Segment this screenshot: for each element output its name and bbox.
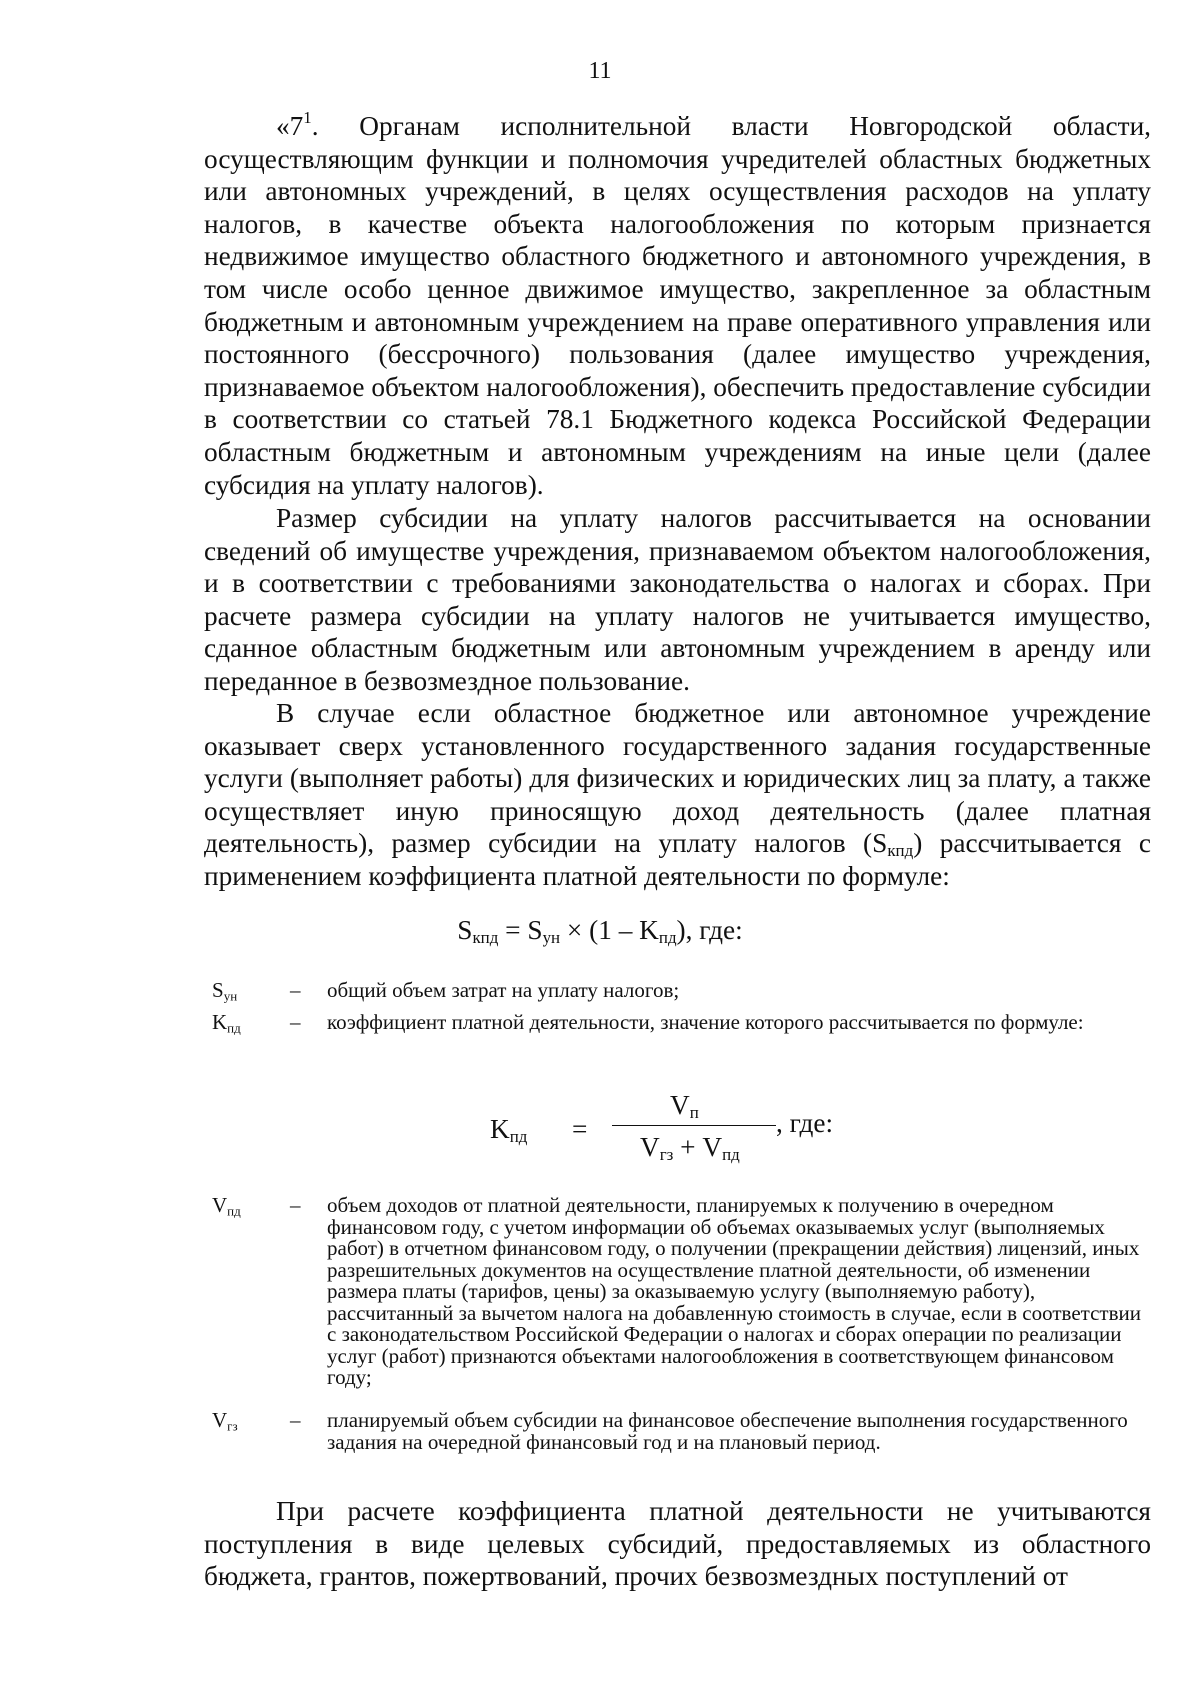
formula-subscript: кпд	[472, 928, 499, 948]
symbol-letter: K	[212, 1010, 228, 1034]
symbol-letter: V	[212, 1193, 228, 1217]
symbol-subscript: пд	[227, 1203, 241, 1219]
formula-lhs	[490, 1114, 527, 1145]
formula-symbol: V	[640, 1132, 660, 1162]
formula-subscript: пд	[509, 1127, 528, 1147]
symbol-subscript: ун	[223, 988, 238, 1004]
formula-symbol: K	[490, 1114, 510, 1144]
symbol-subscript: кпд	[887, 841, 914, 861]
definition-text: планируемый объем субсидии на финансовое обеспечение выполнения государственного задания на очередной финансовый год и на плановый период.	[327, 1408, 1128, 1454]
formula-equals: =	[572, 1114, 588, 1144]
formula-s-kpd	[0, 914, 1200, 946]
definition-symbol	[212, 980, 237, 1002]
symbol-letter: S	[212, 978, 224, 1002]
paragraph-text: При расчете коэффициента платной деятельности не учитываются поступления в виде целевых субсидий, предоставляемых из областного бюджета, грантов, пожертвований, прочих безвозмездных поступлений от	[204, 1496, 1151, 1592]
definition-dash: –	[290, 1408, 301, 1432]
paragraph-coefficient-exclusions	[204, 1495, 1151, 1593]
formula-symbol: S	[457, 915, 473, 945]
paragraph-article-7-1	[204, 110, 1151, 501]
fraction-denominator	[640, 1132, 740, 1163]
definition-dash: –	[290, 1010, 301, 1034]
definition-dash: –	[290, 1193, 301, 1217]
formula-k-pd	[480, 1090, 900, 1180]
paragraph-paid-activity	[204, 697, 1151, 893]
symbol-subscript: пд	[227, 1020, 241, 1036]
paragraph-subsidy-size	[204, 502, 1151, 698]
formula-subscript: ун	[542, 928, 561, 948]
symbol-subscript: гз	[227, 1418, 238, 1434]
definition-text: коэффициент платной деятельности, значение которого рассчитывается по формуле:	[327, 1010, 1084, 1034]
formula-symbol: V	[670, 1090, 690, 1120]
formula-tail: , где:	[776, 1108, 834, 1138]
formula-subscript: пд	[722, 1145, 740, 1165]
definition-dash: –	[290, 978, 301, 1002]
fraction-numerator	[670, 1090, 699, 1121]
formula-subscript: гз	[659, 1145, 674, 1165]
formula-symbol: × (1 – K	[560, 915, 659, 945]
formula-subscript: п	[689, 1103, 699, 1123]
definition-symbol	[212, 1410, 238, 1432]
article-superscript: 1	[303, 108, 312, 128]
formula-symbol: = S	[498, 915, 543, 945]
paragraph-text: ) рассчитывается с применением коэффициента платной деятельности по формуле:	[204, 828, 1151, 891]
symbol-letter: V	[212, 1408, 228, 1432]
definition-symbol	[212, 1195, 241, 1217]
paragraph-text: В случае если областное бюджетное или автономное учреждение оказывает сверх установленного государственного задания государственные услуги (выполняет работы) для физических и юридических лиц за плату, а также осуществляет иную приносящую доход деятельность (далее платная деятельность), размер субсидии на уплату налогов (S	[204, 698, 1151, 859]
formula-symbol: ), где:	[676, 915, 743, 945]
definition-text: общий объем затрат на уплату налогов;	[327, 978, 680, 1002]
paragraph-text: Размер субсидии на уплату налогов рассчитывается на основании сведений об имуществе учреждения, признаваемом объектом налогообложения, и в соответствии с требованиями законодательства о налогах и сборах. При расчете размера субсидии на уплату налогов не учитывается имущество, сданное областным бюджетным или автономным учреждением в аренду или переданное в безвозмездное пользование.	[204, 503, 1151, 696]
article-number: «7	[276, 111, 304, 141]
page-number: 11	[588, 58, 612, 84]
definition-symbol	[212, 1012, 241, 1034]
paragraph-text: . Органам исполнительной власти Новгородской области, осуществляющим функции и полномочия учредителей областных бюджетных или автономных учреждений, в целях осуществления расходов на уплату налогов, в качестве объекта налогообложения по которым признается недвижимое имущество областного бюджетного и автономного учреждения, в том числе особо ценное движимое имущество, закрепленное за областным бюджетным и автономным учреждением на праве оперативного управления или постоянного (бессрочного) пользования (далее имущество учреждения, признаваемое объектом налогообложения), обеспечить предоставление субсидии в соответствии со статьей 78.1 Бюджетного кодекса Российской Федерации областным бюджетным и автономным учреждениям на иные цели (далее субсидия на уплату налогов).	[204, 111, 1151, 500]
fraction-bar	[612, 1125, 776, 1126]
formula-symbol: + V	[673, 1132, 723, 1162]
formula-subscript: пд	[658, 928, 677, 948]
definition-text: объем доходов от платной деятельности, планируемых к получению в очередном финансовом году, с учетом информации об объемах оказываемых услуг (выполняемых работ) в отчетном финансовом году, о получении (прекращении действия) лицензий, иных разрешительных документов на осуществление платной деятельности, об изменении размера платы (тарифов, цены) за оказываемую услугу (выполняемую работу), рассчитанный за вычетом налога на добавленную стоимость в случае, если в соответствии с законодательством Российской Федерации о налогах и сборах операции по реализации услуг (работ) признаются объектами налогообложения в соответствующем финансовом году;	[327, 1193, 1141, 1389]
